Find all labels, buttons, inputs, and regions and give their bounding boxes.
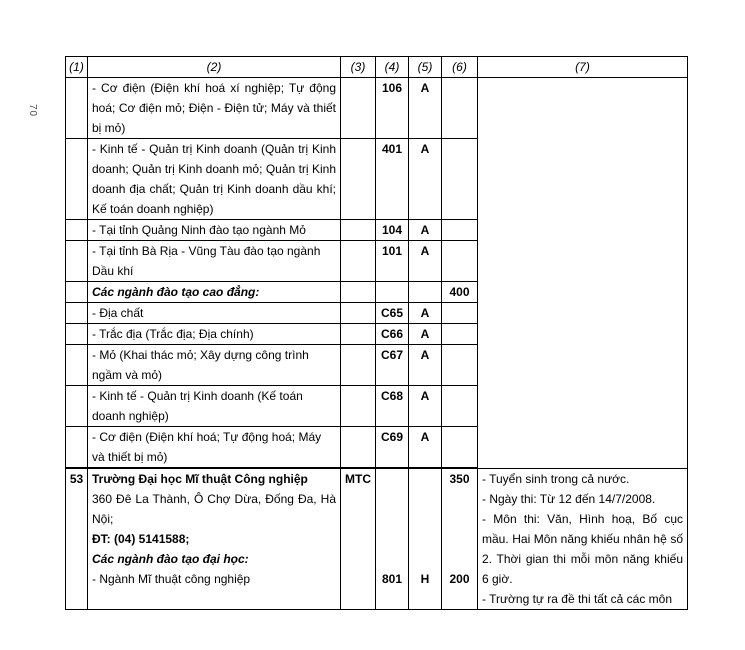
note-item: - Ngày thi: Từ 12 đến 14/7/2008. — [482, 492, 656, 506]
major-code: 801 — [381, 572, 403, 586]
quota-cell — [442, 427, 478, 468]
block-cell: A — [409, 139, 442, 220]
block-cell: A — [409, 386, 442, 427]
index-cell — [66, 241, 88, 282]
symbol-cell — [341, 427, 376, 468]
quota-cell — [442, 303, 478, 324]
col-header-2: (2) — [88, 57, 341, 78]
symbol-cell — [341, 220, 376, 241]
block-cell: A — [409, 241, 442, 282]
col-header-5: (5) — [409, 57, 442, 78]
major-cell: - Địa chất — [88, 303, 341, 324]
index-cell — [66, 324, 88, 345]
admissions-table — [65, 56, 688, 610]
col-header-6: (6) — [442, 57, 478, 78]
page-number: 70 — [27, 104, 38, 118]
block-cell: A — [409, 427, 442, 468]
header-row — [66, 57, 688, 78]
index-cell — [66, 220, 88, 241]
col-header-3: (3) — [341, 57, 376, 78]
university-section-heading: Các ngành đào tạo đại học: — [92, 552, 249, 566]
code-cell: 401 — [376, 139, 409, 220]
major-name: - Ngành Mĩ thuật công nghiệp — [92, 572, 251, 586]
school-info-cell — [88, 469, 341, 610]
block-cell: A — [409, 78, 442, 139]
symbol-cell — [341, 241, 376, 282]
quota-cell — [442, 469, 478, 610]
code-spacer — [380, 469, 404, 569]
note-item: - Tuyển sinh trong cả nước. — [482, 472, 630, 486]
code-cell: C68 — [376, 386, 409, 427]
col-header-1: (1) — [66, 57, 88, 78]
school-quota: 350 — [449, 472, 470, 486]
school-notes-cell — [478, 469, 688, 610]
school-name: Trường Đại học Mĩ thuật Công nghiệp — [92, 472, 308, 486]
major-cell: - Cơ điện (Điện khí hoá xí nghiệp; Tự động hoá; Cơ điện mỏ; Điện - Điện tử; Máy và thiết bị mỏ) — [88, 78, 341, 139]
symbol-cell — [341, 78, 376, 139]
quota-cell — [442, 345, 478, 386]
college-quota-cell: 400 — [442, 282, 478, 303]
code-cell: 106 — [376, 78, 409, 139]
block-cell — [409, 282, 442, 303]
symbol-cell — [341, 345, 376, 386]
index-cell — [66, 345, 88, 386]
major-cell: - Kinh tế - Quản trị Kinh doanh (Kế toán doanh nghiệp) — [88, 386, 341, 427]
index-cell — [66, 139, 88, 220]
school-row — [66, 469, 688, 610]
index-cell — [66, 386, 88, 427]
major-cell: - Cơ điện (Điện khí hoá; Tự động hoá; Máy và thiết bị mỏ) — [88, 427, 341, 468]
school-phone: ĐT: (04) 5141588; — [92, 532, 190, 546]
note-item: - Trường tự ra đề thi tất cả các môn — [482, 592, 673, 606]
code-cell: C69 — [376, 427, 409, 468]
block-cell: A — [409, 220, 442, 241]
code-cell: 104 — [376, 220, 409, 241]
code-cell: C65 — [376, 303, 409, 324]
note-item: - Môn thi: Văn, Hình hoạ, Bố cục mầu. Hai Môn năng khiếu nhân hệ số 2. Thời gian thi mỗi môn năng khiếu 6 giờ. — [482, 512, 683, 586]
school-address: 360 Đê La Thành, Ô Chợ Dừa, Đống Đa, Hà Nội; — [92, 492, 336, 526]
notes-cell — [478, 78, 688, 469]
block-cell: A — [409, 324, 442, 345]
major-quota: 200 — [449, 572, 470, 586]
index-cell — [66, 78, 88, 139]
index-cell — [66, 303, 88, 324]
college-section-heading: Các ngành đào tạo cao đẳng: — [88, 282, 341, 303]
symbol-cell — [341, 282, 376, 303]
index-cell — [66, 282, 88, 303]
major-cell: - Tại tỉnh Bà Rịa - Vũng Tàu đào tạo ngành Dầu khí — [88, 241, 341, 282]
major-cell: - Kinh tế - Quản trị Kinh doanh (Quản trị Kinh doanh; Quản trị Kinh doanh mỏ; Quản trị Kinh doanh địa chất; Quản trị Kinh doanh dầu khí; Kế toán doanh nghiệp) — [88, 139, 341, 220]
code-cell — [376, 282, 409, 303]
table-row — [66, 78, 688, 139]
quota-cell — [442, 220, 478, 241]
quota-cell — [442, 139, 478, 220]
symbol-cell — [341, 324, 376, 345]
block-cell — [409, 469, 442, 610]
code-cell: C67 — [376, 345, 409, 386]
code-cell: C66 — [376, 324, 409, 345]
major-block: H — [420, 572, 430, 586]
index-cell — [66, 427, 88, 468]
block-spacer — [413, 469, 437, 569]
quota-cell — [442, 386, 478, 427]
quota-spacer — [446, 489, 473, 569]
symbol-cell — [341, 386, 376, 427]
block-cell: A — [409, 303, 442, 324]
block-cell: A — [409, 345, 442, 386]
quota-cell — [442, 78, 478, 139]
quota-cell — [442, 241, 478, 282]
major-cell: - Trắc địa (Trắc địa; Địa chính) — [88, 324, 341, 345]
school-symbol: MTC — [341, 469, 376, 610]
symbol-cell — [341, 303, 376, 324]
major-cell: - Mỏ (Khai thác mỏ; Xây dựng công trình ngầm và mỏ) — [88, 345, 341, 386]
code-cell — [376, 469, 409, 610]
major-cell: - Tại tỉnh Quảng Ninh đào tạo ngành Mỏ — [88, 220, 341, 241]
col-header-4: (4) — [376, 57, 409, 78]
col-header-7: (7) — [478, 57, 688, 78]
quota-cell — [442, 324, 478, 345]
symbol-cell — [341, 139, 376, 220]
code-cell: 101 — [376, 241, 409, 282]
school-index: 53 — [66, 469, 88, 610]
